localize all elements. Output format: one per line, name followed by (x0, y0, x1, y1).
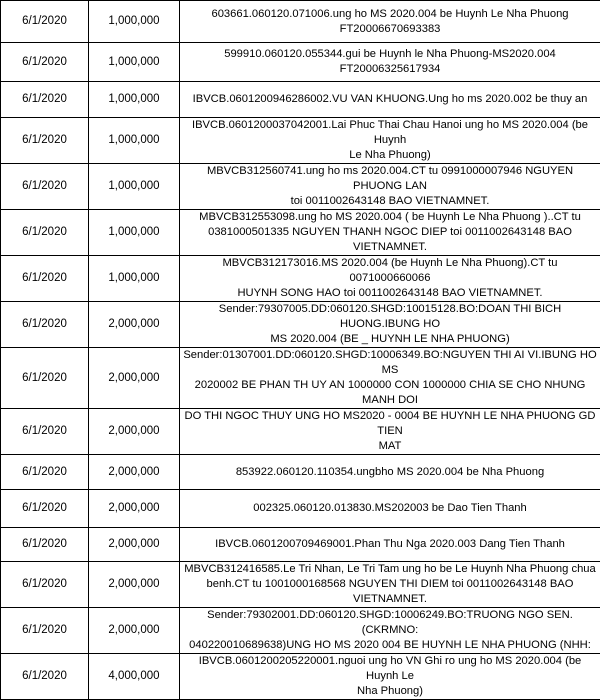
description-line: Sender:79307005.DD:060120.SHGD:10015128.BO:DOAN THI BICH HUONG.IBUNG HO (183, 302, 597, 332)
table-row (1, 455, 600, 490)
date-cell: 6/1/2020 (1, 256, 89, 302)
description-line: Nha Phuong) (183, 684, 597, 699)
description-cell (180, 43, 600, 82)
date-cell: 6/1/2020 (1, 409, 89, 455)
description-line: 853922.060120.110354.ungbho MS 2020.004 be Nha Phuong (183, 465, 597, 480)
table-row (1, 348, 600, 409)
amount-cell: 2,000,000 (89, 302, 180, 348)
table-row (1, 82, 600, 118)
description-line: IBVCB.0601200709469001.Phan Thu Nga 2020.003 Dang Tien Thanh (183, 537, 597, 552)
description-cell (180, 210, 600, 256)
date-cell: 6/1/2020 (1, 490, 89, 528)
table-row (1, 256, 600, 302)
table-row (1, 562, 600, 608)
amount-cell: 1,000,000 (89, 164, 180, 210)
amount-cell: 1,000,000 (89, 210, 180, 256)
description-line: 603661.060120.071006.ung ho MS 2020.004 be Huynh Le Nha Phuong (183, 7, 597, 22)
description-cell (180, 528, 600, 562)
table-row (1, 164, 600, 210)
amount-cell: 1,000,000 (89, 256, 180, 302)
description-line: Le Nha Phuong) (183, 148, 597, 163)
amount-cell: 2,000,000 (89, 409, 180, 455)
description-cell (180, 118, 600, 164)
date-cell: 6/1/2020 (1, 1, 89, 43)
description-line: IBVCB.0601200037042001.Lai Phuc Thai Chau Hanoi ung ho MS 2020.004 (be Huynh (183, 118, 597, 148)
description-line: MBVCB312173016.MS 2020.004 (be Huynh Le Nha Phuong).CT tu 0071000660066 (183, 256, 597, 286)
description-cell (180, 409, 600, 455)
table-row (1, 528, 600, 562)
description-cell (180, 348, 600, 409)
table-row (1, 654, 600, 700)
description-line: 002325.060120.013830.MS202003 be Dao Tien Thanh (183, 501, 597, 516)
amount-cell: 1,000,000 (89, 82, 180, 118)
amount-cell: 2,000,000 (89, 528, 180, 562)
description-line: IBVCB.0601200946286002.VU VAN KHUONG.Ung ho ms 2020.002 be thuy an (183, 92, 597, 107)
amount-cell: 1,000,000 (89, 1, 180, 43)
description-line: toi 0011002643148 BAO VIETNAMNET. (183, 194, 597, 209)
description-line: Sender:79302001.DD:060120.SHGD:10006249.BO:TRUONG NGO SEN.(CKRMNO: (183, 608, 597, 638)
description-line: MS 2020.004 (BE _ HUYNH LE NHA PHUONG) (183, 332, 597, 347)
amount-cell: 2,000,000 (89, 348, 180, 409)
description-line: MBVCB312416585.Le Tri Nhan, Le Tri Tam ung ho be Le Huynh Nha Phuong chua (183, 562, 597, 577)
date-cell: 6/1/2020 (1, 82, 89, 118)
description-cell (180, 654, 600, 700)
description-cell (180, 455, 600, 490)
date-cell: 6/1/2020 (1, 562, 89, 608)
table-row (1, 43, 600, 82)
amount-cell: 2,000,000 (89, 562, 180, 608)
description-cell (180, 1, 600, 43)
date-cell: 6/1/2020 (1, 43, 89, 82)
description-line: MBVCB312560741.ung ho ms 2020.004.CT tu 0991000007946 NGUYEN PHUONG LAN (183, 164, 597, 194)
table-row (1, 118, 600, 164)
description-cell (180, 302, 600, 348)
description-line: 040220010689638)UNG HO MS 2020 004 BE HUYNH LE NHA PHUONG (NHH: (183, 638, 597, 653)
date-cell: 6/1/2020 (1, 608, 89, 654)
description-line: Sender:01307001.DD:060120.SHGD:10006349.BO:NGUYEN THI AI VI.IBUNG HO MS (183, 348, 597, 378)
description-line: FT20006670693383 (183, 22, 597, 37)
description-line: MAT (183, 439, 597, 454)
description-line: 0381000501335 NGUYEN THANH NGOC DIEP toi 0011002643148 BAO VIETNAMNET. (183, 225, 597, 255)
date-cell: 6/1/2020 (1, 348, 89, 409)
date-cell: 6/1/2020 (1, 118, 89, 164)
description-line: 2020002 BE PHAN TH UY AN 1000000 CON 1000000 CHIA SE CHO NHUNG MANH DOI (183, 378, 597, 408)
description-line: HUYNH SONG HAO toi 0011002643148 BAO VIETNAMNET. (183, 286, 597, 301)
table-row (1, 302, 600, 348)
description-line: benh.CT tu 1001000168568 NGUYEN THI DIEM toi 0011002643148 BAO VIETNAMNET. (183, 577, 597, 607)
table-row (1, 608, 600, 654)
description-cell (180, 256, 600, 302)
date-cell: 6/1/2020 (1, 302, 89, 348)
amount-cell: 1,000,000 (89, 43, 180, 82)
table-row (1, 210, 600, 256)
date-cell: 6/1/2020 (1, 164, 89, 210)
date-cell: 6/1/2020 (1, 528, 89, 562)
description-line: DO THI NGOC THUY UNG HO MS2020 - 0004 BE HUYNH LE NHA PHUONG GD TIEN (183, 409, 597, 439)
amount-cell: 1,000,000 (89, 118, 180, 164)
table-row (1, 1, 600, 43)
description-line: MBVCB312553098.ung ho MS 2020.004 ( be Huynh Le Nha Phuong )..CT tu (183, 210, 597, 225)
description-line: 599910.060120.055344.gui be Huynh le Nha Phuong-MS2020.004 FT20006325617934 (183, 47, 597, 77)
amount-cell: 2,000,000 (89, 455, 180, 490)
date-cell: 6/1/2020 (1, 210, 89, 256)
description-cell (180, 82, 600, 118)
date-cell: 6/1/2020 (1, 455, 89, 490)
description-cell (180, 490, 600, 528)
description-cell (180, 608, 600, 654)
date-cell: 6/1/2020 (1, 654, 89, 700)
amount-cell: 2,000,000 (89, 490, 180, 528)
amount-cell: 4,000,000 (89, 654, 180, 700)
description-line: IBVCB.0601200205220001.nguoi ung ho VN Ghi ro ung ho MS 2020.004 (be Huynh Le (183, 654, 597, 684)
table-row (1, 490, 600, 528)
description-cell (180, 164, 600, 210)
amount-cell: 2,000,000 (89, 608, 180, 654)
table-row (1, 409, 600, 455)
description-cell (180, 562, 600, 608)
